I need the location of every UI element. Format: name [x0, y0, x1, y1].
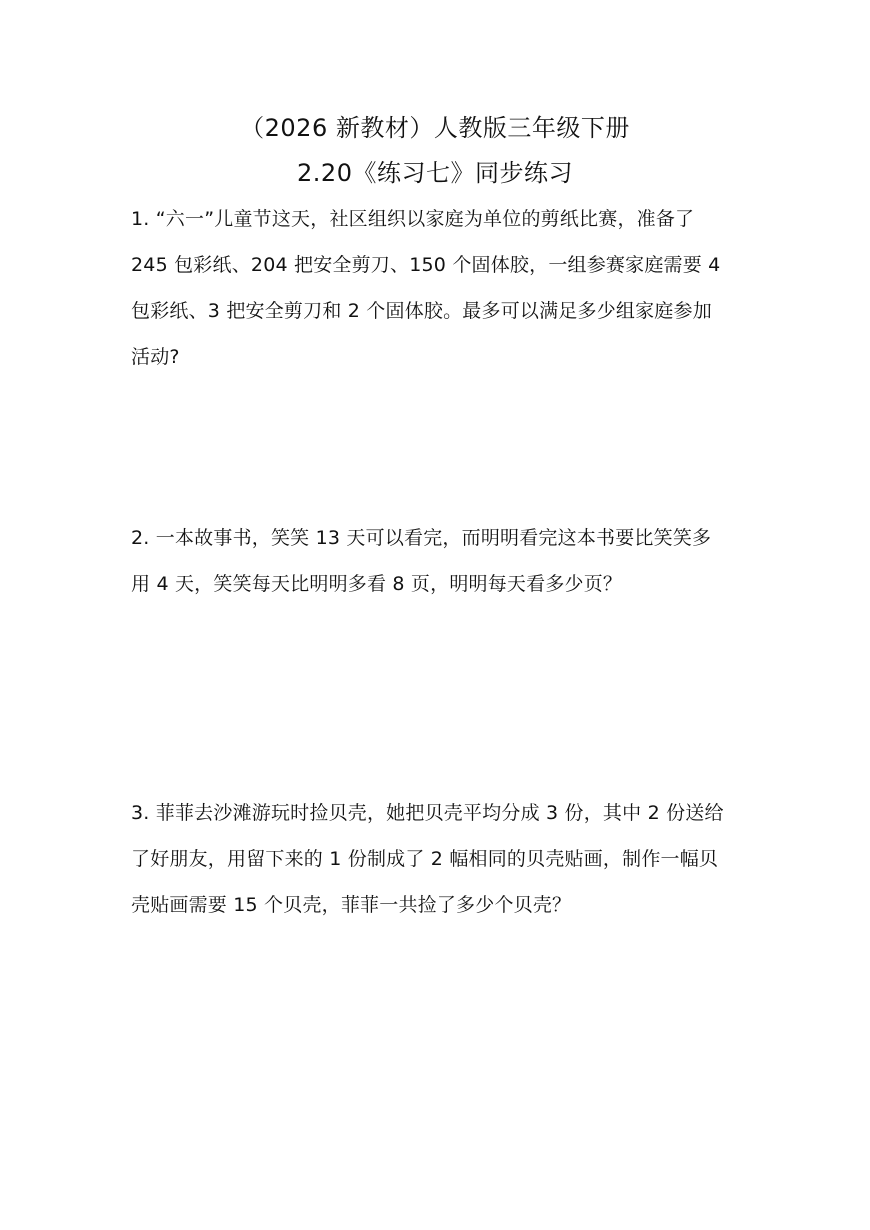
question-1-line-1: 1. “六一”儿童节这天，社区组织以家庭为单位的剪纸比赛，准备了 — [131, 208, 695, 230]
question-1-line-2: 245 包彩纸、204 把安全剪刀、150 个固体胶，一组参赛家庭需要 4 — [131, 254, 721, 276]
question-3-line-3: 壳贴画需要 15 个贝壳，菲菲一共捡了多少个贝壳？ — [131, 894, 572, 916]
question-1-line-4: 活动? — [131, 346, 180, 368]
question-1 — [131, 196, 743, 380]
worksheet-title: （2026 新教材）人教版三年级下册 — [240, 114, 630, 142]
question-3 — [131, 790, 743, 928]
worksheet-subtitle: 2.20《练习七》同步练习 — [297, 159, 573, 187]
question-2 — [131, 515, 743, 607]
question-2-line-1: 2. 一本故事书，笑笑 13 天可以看完，而明明看完这本书要比笑笑多 — [131, 527, 712, 549]
question-1-line-3: 包彩纸、3 把安全剪刀和 2 个固体胶。最多可以满足多少组家庭参加 — [131, 300, 712, 322]
question-2-line-2: 用 4 天，笑笑每天比明明多看 8 页，明明每天看多少页？ — [131, 573, 623, 595]
question-3-line-1: 3. 菲菲去沙滩游玩时捡贝壳，她把贝壳平均分成 3 份，其中 2 份送给 — [131, 802, 724, 824]
question-3-line-2: 了好朋友，用留下来的 1 份制成了 2 幅相同的贝壳贴画，制作一幅贝 — [131, 848, 719, 870]
